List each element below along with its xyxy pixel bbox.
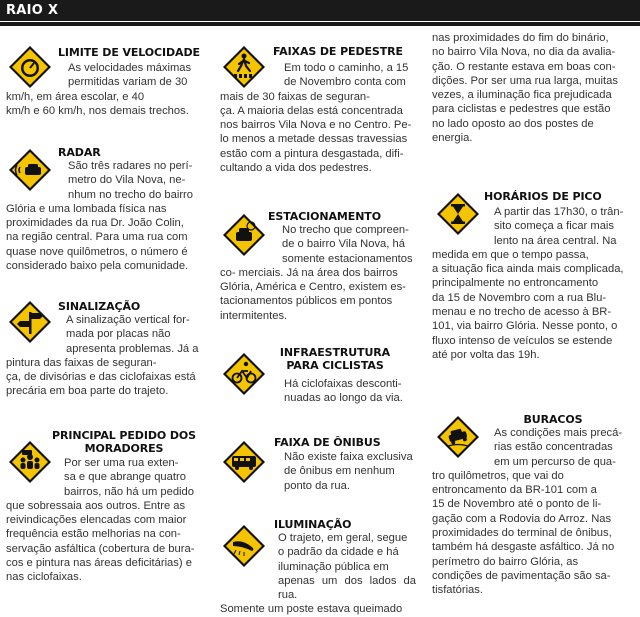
text-line: na região central. Para uma rua com (6, 231, 188, 244)
text-line: perímetro do bairro Glória, as (432, 555, 579, 568)
section-title: SINALIZAÇÃO (58, 300, 141, 313)
section-iluminacao-body (220, 531, 416, 617)
text-line: tacionamentos públicos em pontos (220, 295, 393, 308)
text-line: ça. A maioria delas está concentrada (220, 104, 403, 117)
section-buracos-body (432, 426, 634, 598)
section-title: ILUMINAÇÃO (274, 518, 352, 531)
section-title: BURACOS (523, 413, 583, 426)
text-line: apresenta problemas. Já a (66, 342, 199, 355)
header-title: RAIO X (6, 3, 59, 18)
section-faixas-body (220, 61, 416, 175)
text-line: também há desgaste asfáltico. Já no (432, 541, 615, 554)
text-line: lento na área central. Na (494, 234, 617, 247)
text-line: o padrão da cidade e há (278, 546, 399, 559)
text-line: estão com a pintura desgastada, difi- (220, 147, 404, 160)
section-title: RADAR (58, 146, 101, 159)
section-radar-body (6, 159, 202, 273)
text-line: nas ciclofaixas. (6, 571, 82, 584)
text-line: iluminação pública em (278, 560, 389, 573)
section-sinalizacao-body (6, 313, 202, 399)
text-line: mais de 30 faixas de seguran- (220, 90, 370, 103)
section-principal-body (6, 456, 202, 585)
text-line: cos e pintura nas áreas deficitárias) e (6, 557, 192, 570)
text-line: a situação fica ainda mais complicada, (432, 263, 624, 276)
section-infra-body (220, 377, 416, 406)
text-line: lo menos a metade dessas travessias (220, 133, 408, 146)
text-line: considerado baixo pela comunidade. (6, 260, 189, 273)
text-line: No trecho que compreen- (282, 224, 409, 236)
section-title-cont: MORADORES (84, 442, 164, 455)
text-line: principalmente no entroncamento (432, 277, 599, 290)
text-line: permitidas variam de 30 (68, 76, 188, 89)
section-iluminacao (274, 518, 414, 531)
text-line: As condições mais precá- (494, 427, 623, 439)
section-horarios-pico (484, 190, 634, 203)
text-line: até por volta das 19h. (432, 348, 540, 361)
text-line: entroncamento da BR-101 com a (432, 484, 597, 497)
text-line: tro quilômetros, que vai do (432, 469, 564, 482)
section-infraestrutura (270, 346, 400, 372)
section-title: HORÁRIOS DE PICO (484, 190, 602, 203)
text-line: que sobressaia aos outros. Entre as (6, 499, 186, 512)
section-principal-pedido (44, 429, 204, 455)
text-line: frequência estão melhorias na con- (6, 528, 181, 541)
text-line: reivindicações elencadas com maior (6, 514, 187, 527)
section-horarios-body (432, 205, 634, 362)
text-line: ça, de divisórias e das ciclofaixas está (6, 371, 196, 384)
text-line: energia. (432, 132, 473, 145)
text-line: da 15 de Novembro com a rua Blu- (432, 291, 607, 304)
text-line: 15 de Novembro até o ponto de li- (432, 498, 602, 511)
text-line: proximidades da rua Dr. João Colin, (6, 217, 184, 230)
text-line: medida em que o tempo passa, (432, 248, 589, 261)
text-line: O trajeto, em geral, segue (278, 532, 408, 544)
text-line: apenas um dos lados da rua. (278, 574, 416, 602)
text-line: rias estão concentradas (494, 441, 613, 454)
text-line: Somente um poste estava queimado (220, 603, 403, 616)
section-radar (58, 146, 200, 159)
text-line: quase nove quilômetros, o número é (6, 245, 188, 258)
section-sinalizacao (58, 300, 200, 313)
text-line: ponto da rua. (284, 479, 350, 492)
text-line: Em todo o caminho, a 15 (284, 62, 409, 74)
text-line: ção. O restante estava em boas con- (432, 60, 616, 73)
text-line: no bairro Vila Nova, no dia da avalia- (432, 46, 616, 59)
text-line: de o bairro Vila Nova, há (282, 238, 405, 251)
text-line: sito começa a ficar mais (494, 220, 614, 233)
section-buracos (478, 413, 628, 426)
text-line: pintura das faixas de seguran- (6, 356, 157, 369)
text-line: precária em boa parte do trajeto. (6, 385, 169, 398)
text-line: sa e que abrange quatro (64, 471, 186, 484)
text-line: As velocidades máximas (68, 62, 192, 74)
text-line: Glória e uma lombada física nas (6, 202, 167, 215)
section-title: ESTACIONAMENTO (268, 210, 381, 223)
text-line: intermitentes. (220, 309, 288, 322)
text-line: bairros, não há um pedido (64, 485, 194, 498)
text-line: 101, via bairro Glória. Nesse ponto, o (432, 320, 618, 333)
section-title: FAIXA DE ÔNIBUS (274, 436, 381, 449)
text-line: vezes, a iluminação fica prejudicada (432, 89, 612, 102)
header-underline (0, 22, 640, 26)
text-line: em um percurso de qua- (494, 455, 616, 468)
text-line: Não existe faixa exclusiva (284, 451, 413, 463)
text-line: no lado oposto ao dos postes de (432, 117, 594, 130)
text-line: tisfatórias. (432, 584, 483, 597)
section-title: LIMITE DE VELOCIDADE (58, 46, 200, 59)
text-line: nos bairros Vila Nova e no Centro. Pe- (220, 119, 412, 132)
text-line: Por ser uma rua exten- (64, 457, 179, 469)
text-line: somente estacionamentos (282, 252, 413, 265)
text-line: servação asfáltica (cobertura de bura- (6, 542, 195, 555)
text-line: São três radares no perí- (68, 160, 193, 172)
text-line: Glória, América e Centro, existem es- (220, 281, 406, 294)
text-line: Há ciclofaixas desconti- (284, 378, 402, 390)
text-line: de Novembro conta com (284, 76, 406, 89)
text-line: fluxo intenso de veículos se estende (432, 334, 613, 347)
text-line: nas proximidades do fim do binário, (432, 32, 609, 44)
text-line: km/h e 60 km/h, nos demais trechos. (6, 104, 189, 117)
text-line: A sinalização vertical for- (66, 314, 190, 326)
text-line: de ônibus em nenhum (284, 465, 395, 478)
section-faixa-onibus (274, 436, 414, 449)
text-line: para ciclistas e pedestres que estão (432, 103, 611, 116)
text-line: condições de pavimentação são sa- (432, 569, 611, 582)
text-line: A partir das 17h30, o trân- (494, 206, 624, 218)
text-line: dições. Por ser uma rua larga, muitas (432, 74, 618, 87)
section-title-cont: PARA CICLISTAS (286, 359, 384, 372)
section-estacionamento-body (220, 223, 416, 323)
text-line: metro do Vila Nova, ne- (68, 174, 186, 187)
section-title: FAIXAS DE PEDESTRE (273, 45, 403, 58)
section-title: INFRAESTRUTURA (279, 346, 391, 359)
section-limite-body (6, 61, 202, 118)
text-line: mada por placas não (66, 328, 171, 341)
section-title: PRINCIPAL PEDIDO DOS (52, 429, 196, 442)
text-line: menau e no trecho de acesso à BR- (432, 306, 612, 319)
section-onibus-body (220, 450, 416, 493)
section-limite-velocidade (58, 46, 200, 59)
text-line: co- merciais. Já na área dos bairros (220, 266, 398, 279)
text-line: proximidades do terminal de ônibus, (432, 527, 612, 540)
section-faixas-pedestre (273, 45, 413, 58)
text-line: cultando a vida dos pedestres. (220, 162, 372, 175)
text-line: km/h, em área escolar, e 40 (6, 90, 145, 103)
text-line: nuadas ao longo da via. (284, 392, 403, 405)
section-estacionamento (268, 210, 416, 223)
section-iluminacao-continuation (432, 31, 634, 145)
text-line: gação com a Rodovia do Arroz. Nas (432, 512, 612, 525)
header-bar (0, 0, 640, 21)
text-line: nhum no trecho do bairro (68, 188, 194, 201)
